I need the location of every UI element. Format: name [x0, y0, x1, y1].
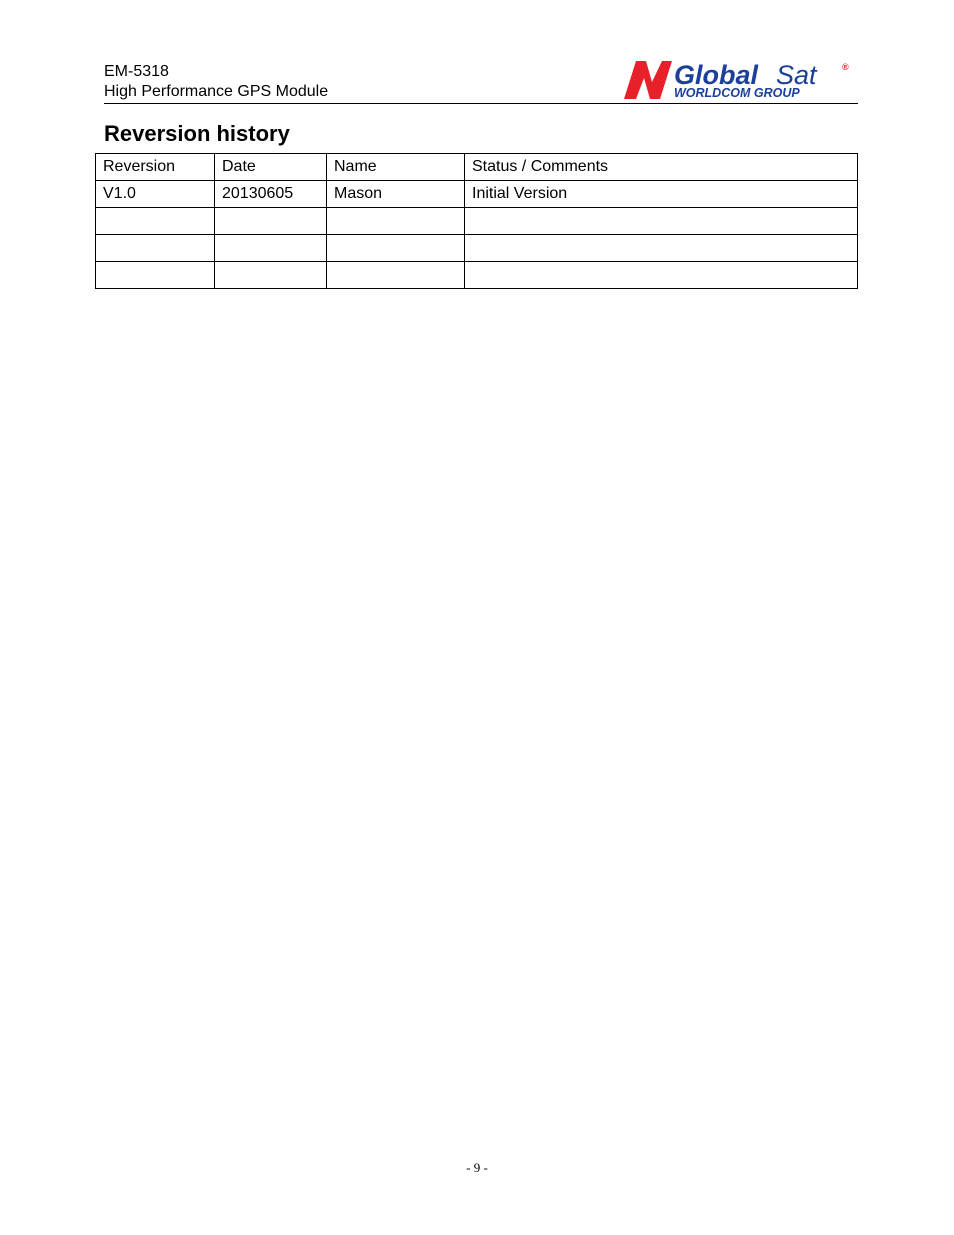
table-cell: 20130605 — [215, 181, 327, 208]
column-header-reversion: Reversion — [96, 154, 215, 181]
table-cell — [327, 235, 465, 262]
table-cell: V1.0 — [96, 181, 215, 208]
logo-registered-mark: ® — [842, 62, 849, 72]
logo-emblem-icon — [624, 61, 672, 99]
column-header-date: Date — [215, 154, 327, 181]
table-cell — [465, 208, 858, 235]
column-header-name: Name — [327, 154, 465, 181]
logo-group-text: WORLDCOM GROUP — [674, 86, 800, 100]
revision-table — [95, 153, 858, 289]
page-number: - 9 - — [466, 1160, 488, 1175]
table-cell — [465, 235, 858, 262]
header-text — [104, 62, 328, 102]
product-subtitle: High Performance GPS Module — [104, 83, 329, 100]
table-row — [96, 262, 858, 289]
logo-brand-accent: Sat — [776, 60, 817, 90]
section-title: Reversion history — [104, 121, 290, 146]
table-cell — [215, 262, 327, 289]
table-row — [96, 181, 858, 208]
table-header-row — [96, 154, 858, 181]
table-cell — [96, 235, 215, 262]
table-cell — [215, 208, 327, 235]
page-header — [104, 62, 858, 104]
table-row — [96, 208, 858, 235]
model-number: EM-5318 — [104, 63, 169, 80]
table-cell: Mason — [327, 181, 465, 208]
table-cell — [96, 208, 215, 235]
table-cell — [327, 262, 465, 289]
globalsat-logo-graphic — [616, 58, 856, 102]
table-cell — [327, 208, 465, 235]
table-cell: Initial Version — [465, 181, 858, 208]
table-row — [96, 235, 858, 262]
globalsat-logo — [616, 58, 856, 102]
table-cell — [215, 235, 327, 262]
logo-brand-main: Global — [674, 60, 759, 90]
column-header-status: Status / Comments — [465, 154, 858, 181]
table-cell — [96, 262, 215, 289]
table-cell — [465, 262, 858, 289]
